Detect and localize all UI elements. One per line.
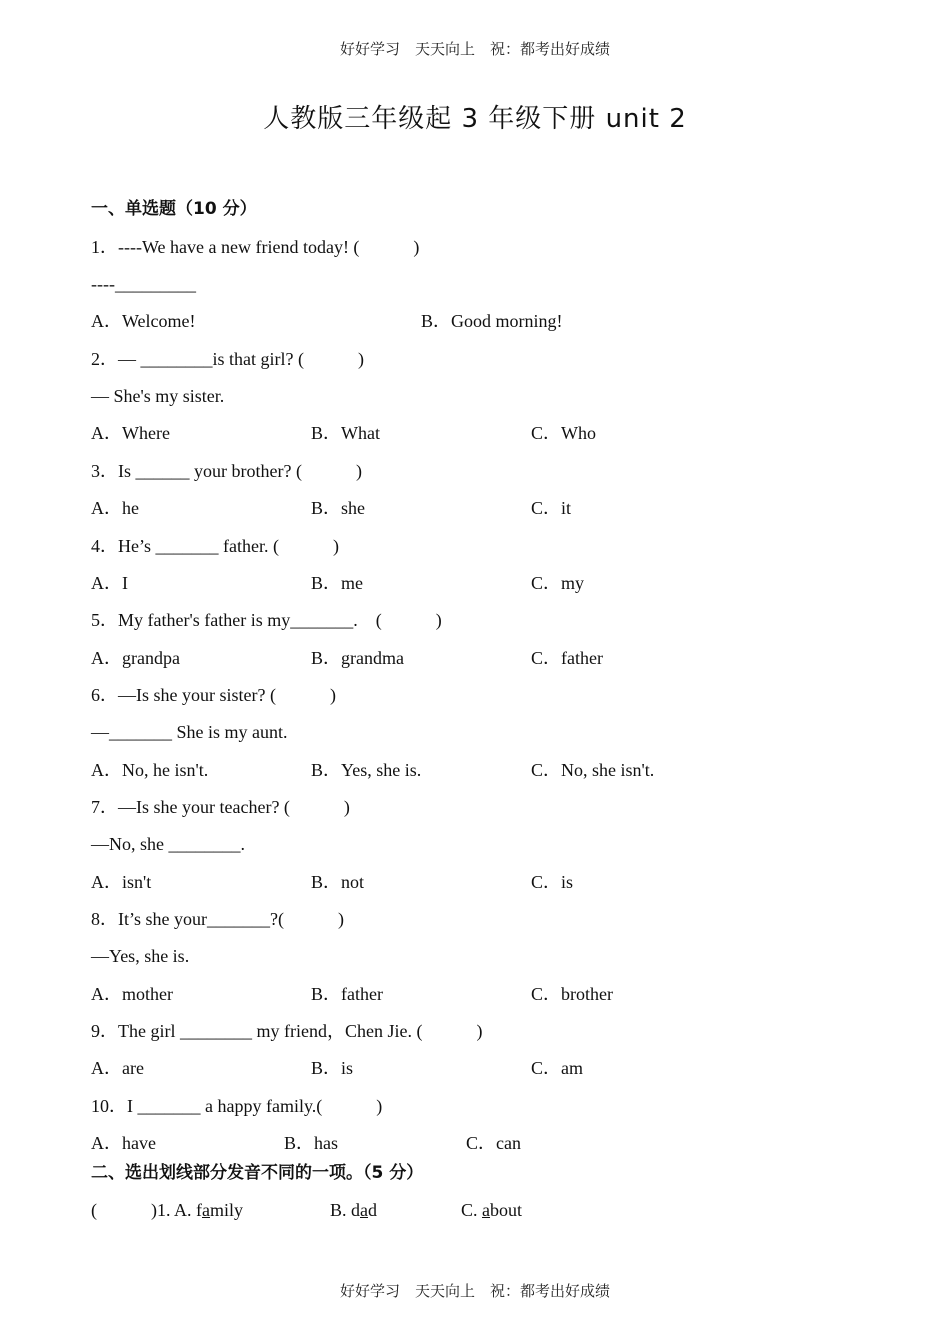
q4-option-b: B．me <box>311 573 363 593</box>
q3-option-b: B．she <box>311 498 365 518</box>
page-header: 好好学习 天天向上 祝：都考出好成绩 <box>339 40 610 58</box>
q1-option-b: B．Good morning! <box>421 311 563 331</box>
word-prefix: C. <box>461 1200 483 1220</box>
phonics-question-1-option-c <box>461 1199 522 1221</box>
q8-option-a: A．mother <box>91 984 173 1004</box>
page-footer: 好好学习 天天向上 祝：都考出好成绩 <box>339 1282 610 1300</box>
word-rest: bout <box>490 1200 523 1220</box>
underlined-letter: a <box>360 1200 369 1220</box>
q8-option-b: B．father <box>311 984 383 1004</box>
question-10: 10．I _______ a happy family.( ) <box>91 1096 383 1116</box>
q2-option-a: A．Where <box>91 423 170 443</box>
question-6: 6．—Is she your sister? ( ) <box>91 685 336 705</box>
question-6-reply: —_______ She is my aunt. <box>91 722 288 742</box>
q5-option-a: A．grandpa <box>91 648 180 668</box>
q10-option-b: B．has <box>284 1133 338 1153</box>
q5-option-b: B．grandma <box>311 648 404 668</box>
section-heading-1: 一、单选题（10 分） <box>91 199 257 219</box>
q6-option-c: C．No, she isn't. <box>531 760 655 780</box>
question-3: 3．Is ______ your brother? ( ) <box>91 461 362 481</box>
word-rest: mily <box>210 1200 244 1220</box>
q7-option-a: A．isn't <box>91 872 152 892</box>
q9-option-a: A．are <box>91 1058 144 1078</box>
q6-option-b: B．Yes, she is. <box>311 760 422 780</box>
q1-option-a: A．Welcome! <box>91 311 196 331</box>
q10-option-c: C．can <box>466 1133 521 1153</box>
question-4: 4．He’s _______ father. ( ) <box>91 536 339 556</box>
word-prefix: B. d <box>330 1200 361 1220</box>
question-2: 2．— ________is that girl? ( ) <box>91 349 364 369</box>
phonics-question-1-option-a <box>91 1199 243 1221</box>
q5-option-c: C．father <box>531 648 603 668</box>
q2-option-c: C．Who <box>531 423 596 443</box>
q4-option-a: A．I <box>91 573 128 593</box>
q3-option-c: C．it <box>531 498 572 518</box>
phonics-question-1-option-b <box>330 1199 377 1221</box>
q2-option-b: B．What <box>311 423 380 443</box>
question-1-answer-line: ----_________ <box>91 274 196 294</box>
underlined-letter: a <box>202 1200 210 1220</box>
question-9: 9．The girl ________ my friend，Chen Jie. ( ) <box>91 1021 483 1041</box>
q7-option-c: C．is <box>531 872 574 892</box>
question-2-reply: — She's my sister. <box>91 386 225 406</box>
question-8-reply: —Yes, she is. <box>91 946 190 966</box>
word-rest: d <box>368 1200 378 1220</box>
q9-option-b: B．is <box>311 1058 354 1078</box>
phonics-q1-prefix: ( )1. A. f <box>91 1200 202 1220</box>
q8-option-c: C．brother <box>531 984 613 1004</box>
underlined-letter: a <box>482 1200 491 1220</box>
q3-option-a: A．he <box>91 498 139 518</box>
page-title: 人教版三年级起 3 年级下册 unit 2 <box>263 104 687 134</box>
question-7-reply: —No, she ________. <box>91 834 245 854</box>
question-5: 5．My father's father is my_______. ( ) <box>91 610 442 630</box>
question-1: 1．----We have a new friend today! ( ) <box>91 237 420 257</box>
question-7: 7．—Is she your teacher? ( ) <box>91 797 350 817</box>
q4-option-c: C．my <box>531 573 585 593</box>
q7-option-b: B．not <box>311 872 365 892</box>
q6-option-a: A．No, he isn't. <box>91 760 209 780</box>
question-8: 8．It’s she your_______?( ) <box>91 909 344 929</box>
q9-option-c: C．am <box>531 1058 583 1078</box>
section-heading-2: 二、选出划线部分发音不同的一项。（5 分） <box>91 1163 424 1183</box>
q10-option-a: A．have <box>91 1133 156 1153</box>
